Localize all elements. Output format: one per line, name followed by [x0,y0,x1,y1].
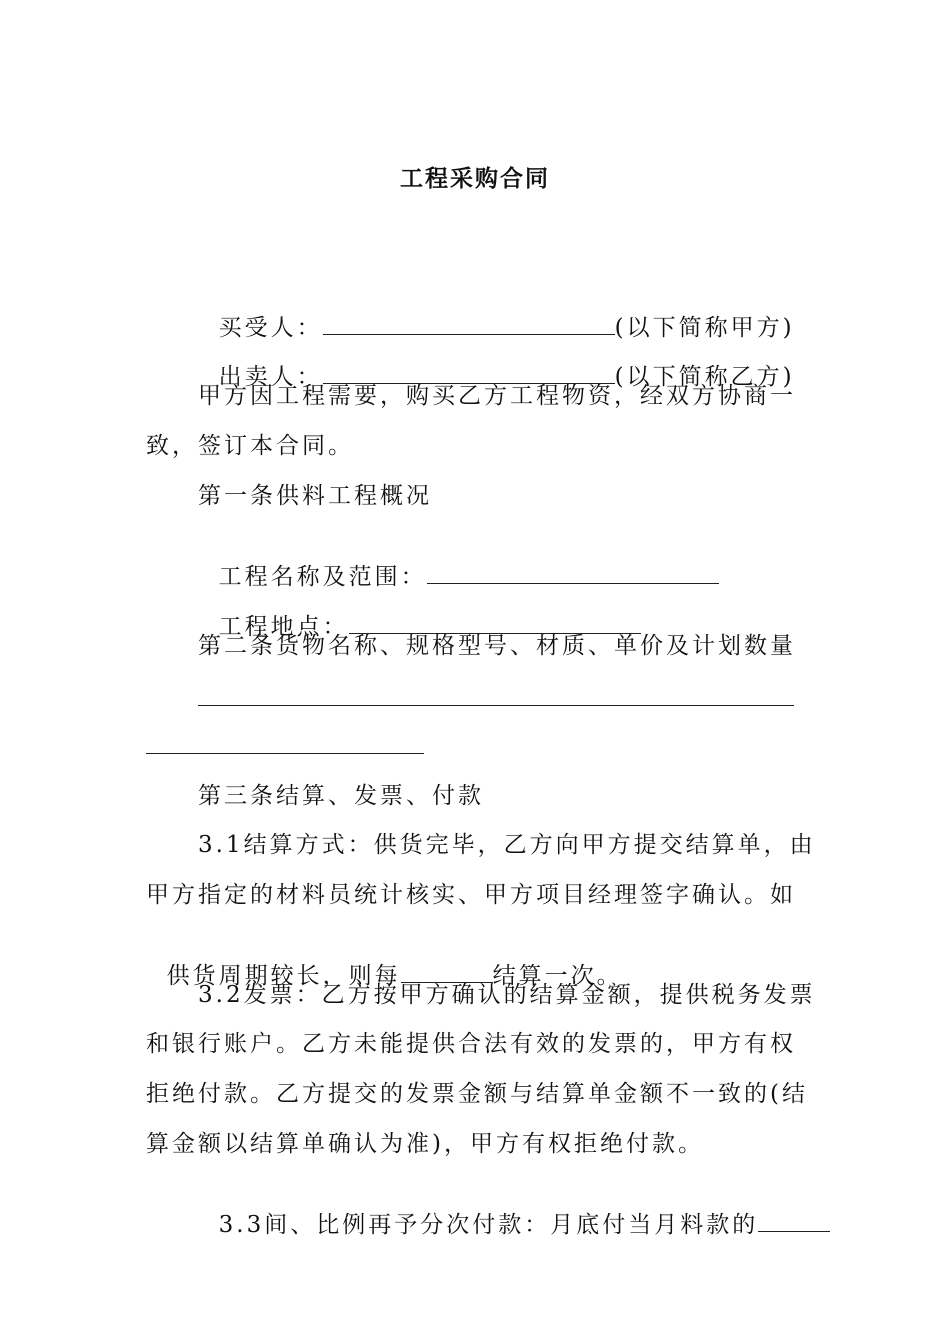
project-name-label: 工程名称及范围： [218,564,427,590]
article1-heading: 第一条供料工程概况 [198,483,432,509]
article2-blank-line-2[interactable] [146,753,424,754]
project-site-label: 工程地点： [218,614,349,640]
clause-3-2-line-2: 和银行账户。乙方未能提供合法有效的发票的，甲方有权 [146,1031,796,1057]
seller-suffix: (以下简称乙方) [614,364,795,390]
article2-heading: 第二条货物名称、规格型号、材质、单价及计划数量 [198,633,796,659]
clause-3-3-line-1 [198,1179,830,1240]
clause-3-1-line-2: 甲方指定的材料员统计核实、甲方项目经理签字确认。如 [146,882,796,908]
article3-heading: 第三条结算、发票、付款 [198,783,484,809]
intro-line-2: 致，签订本合同。 [146,433,354,459]
clause-3-2-line-4: 算金额以结算单确认为准)，甲方有权拒绝付款。 [146,1131,704,1157]
clause-3-1-line-1: 3.1结算方式：供货完毕，乙方向甲方提交结算单，由 [198,832,816,858]
buyer-suffix: (以下简称甲方) [614,315,795,341]
clause-3-2-line-1: 3.2发票：乙方按甲方确认的结算金额，提供税务发票 [198,982,816,1008]
clause-3-2-line-3: 拒绝付款。乙方提交的发票金额与结算单金额不一致的(结 [146,1081,808,1107]
article2-blank-line-1[interactable] [198,705,794,706]
clause-3-3-text: 3.3间、比例再予分次付款：月底付当月料款的 [218,1212,759,1238]
clause-3-1-text-a: 供货周期较长，则每 [166,963,401,989]
monthly-payment-ratio-blank[interactable] [758,1209,830,1232]
buyer-label: 买受人： [218,315,323,341]
clause-3-1-text-b: 结算一次。 [492,963,623,989]
document-title: 工程采购合同 [400,165,550,192]
intro-line-1: 甲方因工程需要，购买乙方工程物资，经双方协商一 [198,383,796,409]
seller-label: 出卖人： [218,364,323,390]
